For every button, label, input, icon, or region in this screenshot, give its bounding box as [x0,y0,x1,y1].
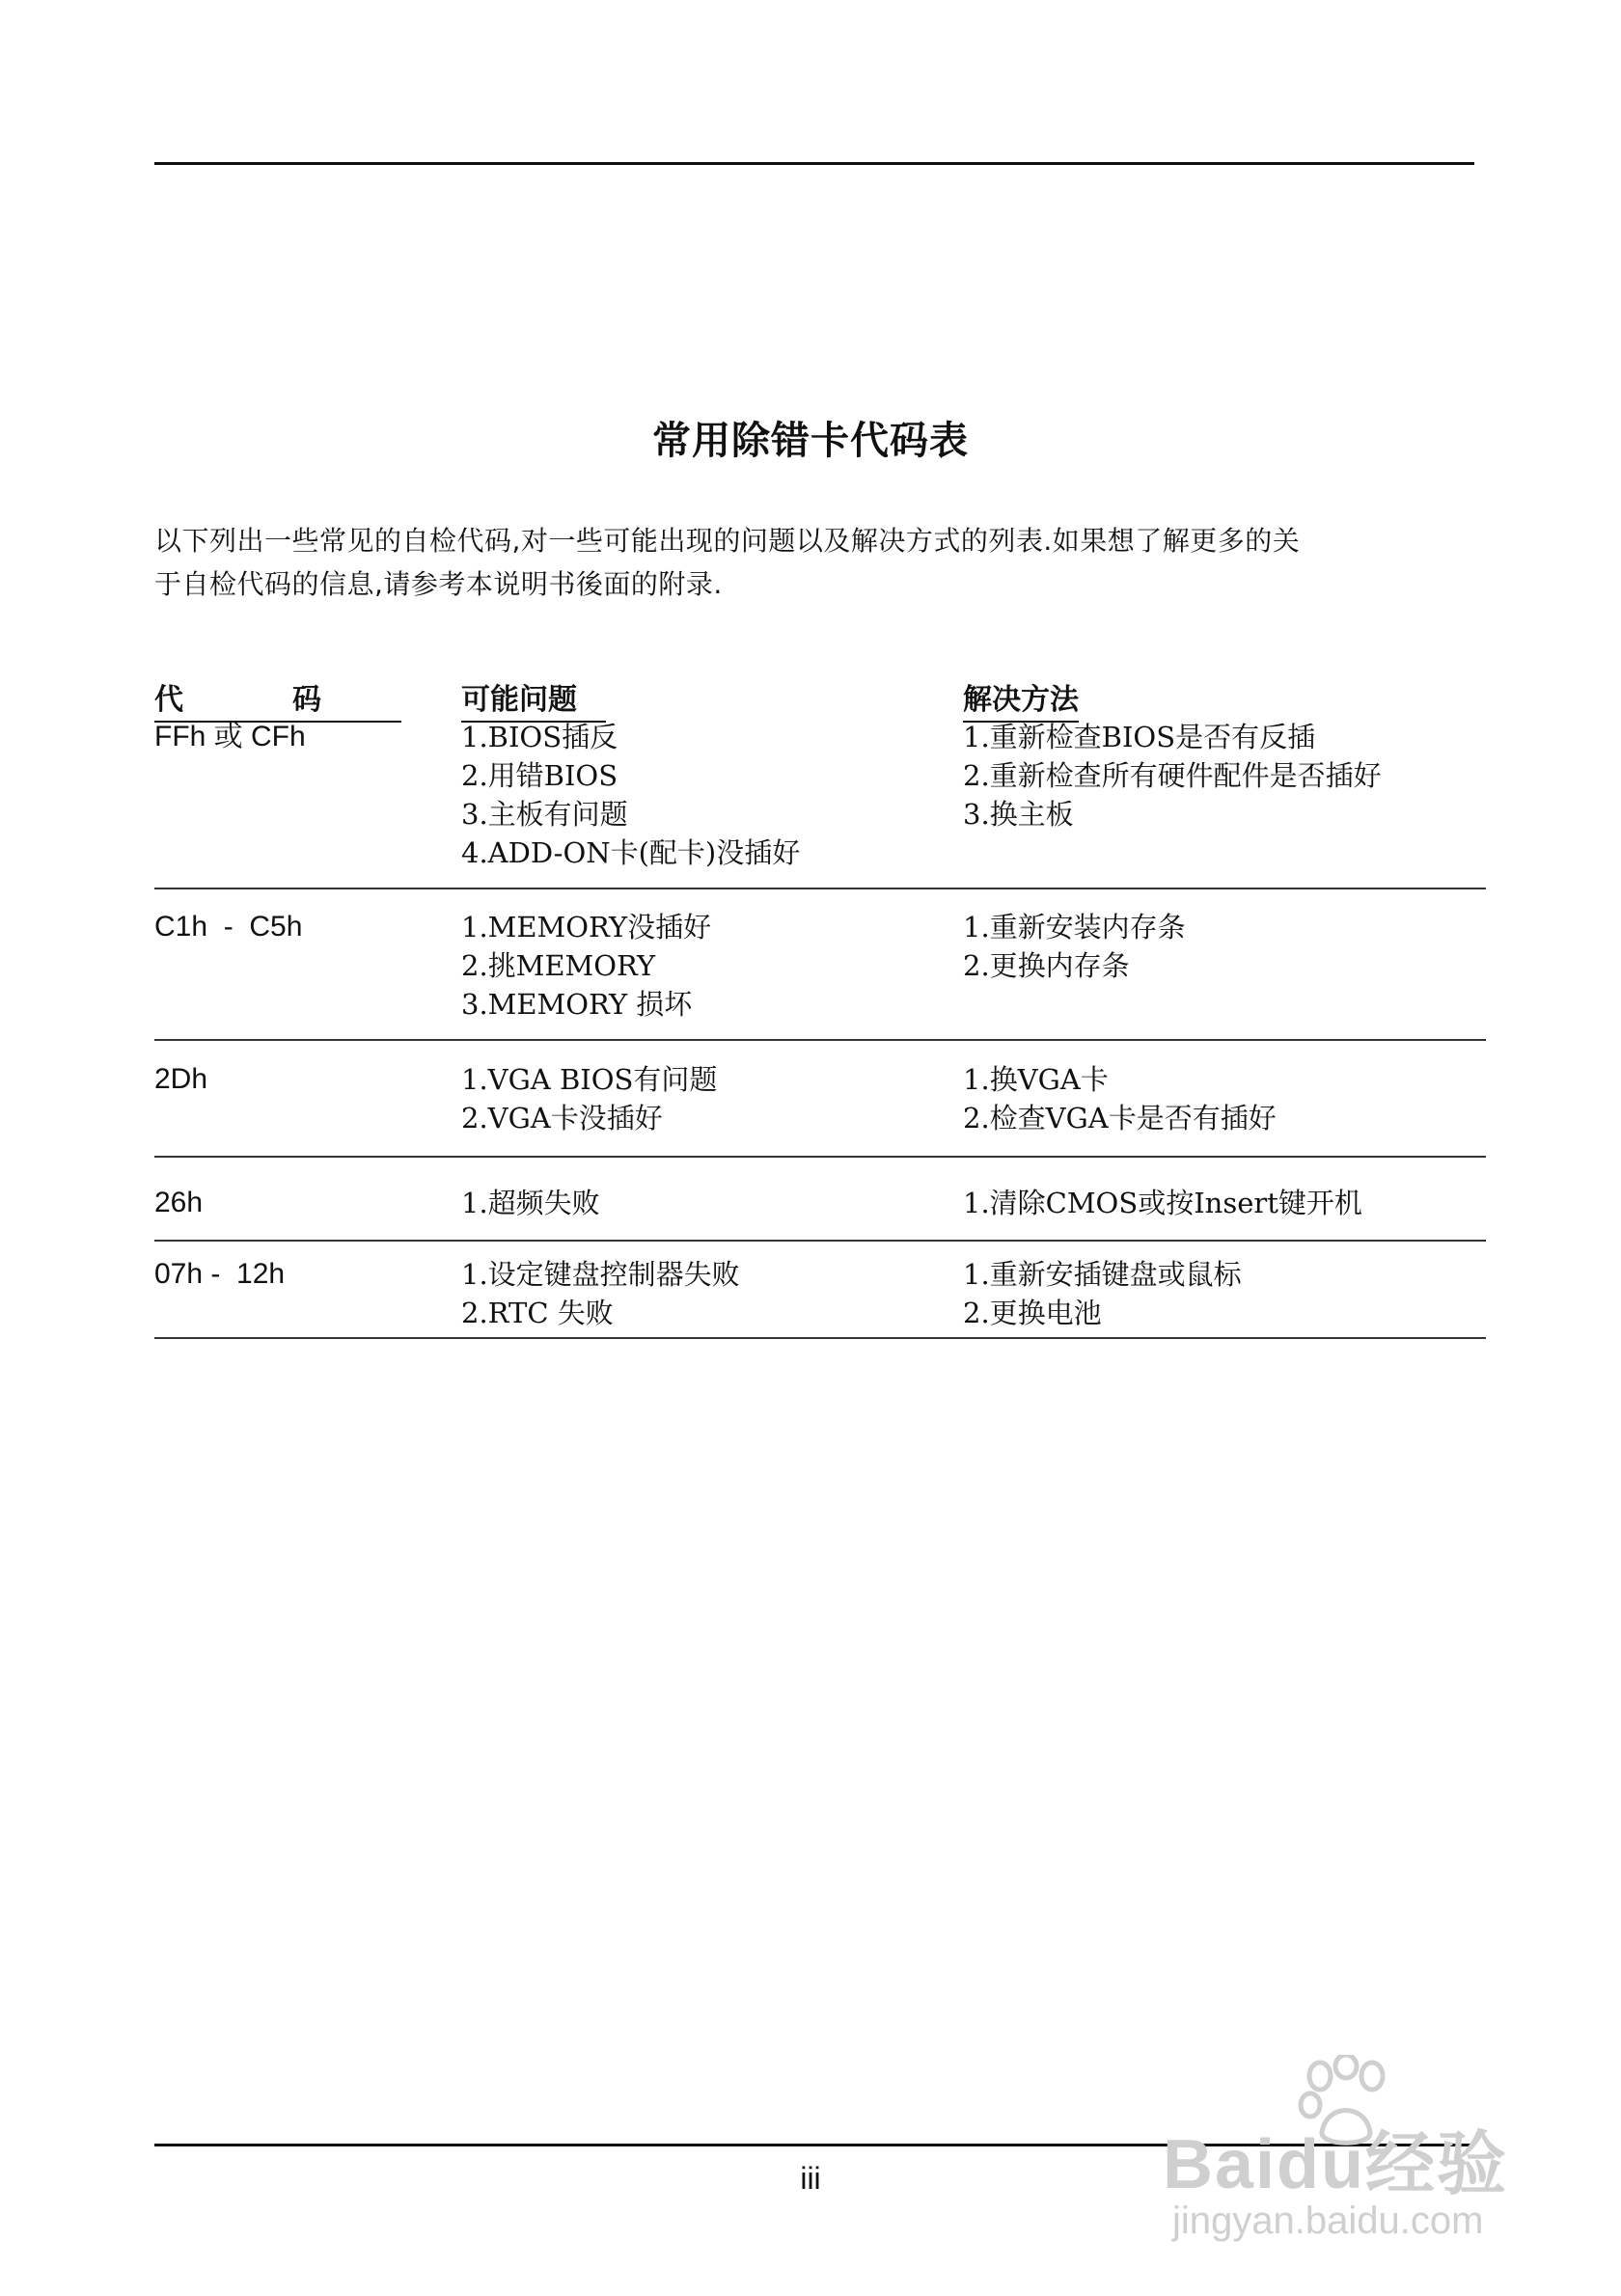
row-divider [154,888,1486,889]
problem-item: 1.BIOS插反 [461,721,618,753]
intro-line-2: 于自检代码的信息,请参考本说明书後面的附录. [154,568,723,600]
intro-paragraph [154,519,1486,606]
problem-item: 1.MEMORY没插好 [461,911,712,943]
row-divider [154,1240,1486,1242]
row-divider [154,1039,1486,1041]
row-problems [461,908,711,1024]
solution-item: 2.重新检查所有硬件配件是否插好 [963,759,1382,792]
problem-item: 1.VGA BIOS有问题 [461,1063,718,1096]
row-solutions [963,1255,1242,1332]
row-solutions [963,718,1382,834]
problem-item: 2.用错BIOS [461,759,618,792]
row-divider [154,1337,1486,1339]
solution-item: 1.清除CMOS或按Insert键开机 [963,1187,1362,1219]
page-number: iii [800,2161,821,2196]
row-divider [154,1156,1486,1158]
row-code: 07h - 12h [154,1258,286,1290]
problem-item: 2.挑MEMORY [461,949,656,982]
header-code [154,675,401,723]
row-code: C1h - C5h [154,911,303,943]
solution-item: 1.重新检查BIOS是否有反插 [963,721,1316,753]
row-code: 26h [154,1187,204,1218]
row-problems [461,1255,740,1332]
problem-item: 2.RTC 失败 [461,1297,614,1329]
header-code-char-1: 代 [154,683,183,717]
watermark-brand: Baidu经验 [1163,2126,1509,2203]
solution-item: 2.更换内存条 [963,949,1130,982]
row-problems [461,1060,717,1137]
solution-item: 1.重新安装内存条 [963,911,1186,943]
solution-item: 1.换VGA卡 [963,1063,1109,1096]
top-rule [154,162,1474,165]
row-solutions [963,1060,1277,1137]
row-solutions [963,908,1186,985]
solution-item: 2.检查VGA卡是否有插好 [963,1102,1277,1134]
header-code-char-2: 码 [292,683,321,717]
solution-item: 2.更换电池 [963,1297,1102,1329]
row-problems [461,1184,600,1222]
problem-item: 4.ADD-ON卡(配卡)没插好 [461,836,801,869]
header-solution: 解决方法 [963,675,1079,723]
problem-item: 2.VGA卡没插好 [461,1102,663,1134]
row-problems [461,718,800,872]
page-title: 常用除错卡代码表 [652,419,969,463]
problem-item: 1.超频失败 [461,1187,600,1219]
problem-item: 3.MEMORY 损坏 [461,988,693,1021]
intro-line-1: 以下列出一些常见的自检代码,对一些可能出现的问题以及解决方式的列表.如果想了解更多的关 [154,525,1301,557]
baidu-watermark [1153,2055,1558,2262]
row-code: FFh 或 CFh [154,721,306,752]
problem-item: 3.主板有问题 [461,798,628,831]
row-solutions [963,1184,1362,1222]
watermark-url: jingyan.baidu.com [1172,2200,1484,2242]
header-problem: 可能问题 [461,675,606,723]
solution-item: 3.换主板 [963,798,1074,831]
problem-item: 1.设定键盘控制器失败 [461,1258,740,1291]
solution-item: 1.重新安插键盘或鼠标 [963,1258,1242,1291]
row-code: 2Dh [154,1063,208,1095]
